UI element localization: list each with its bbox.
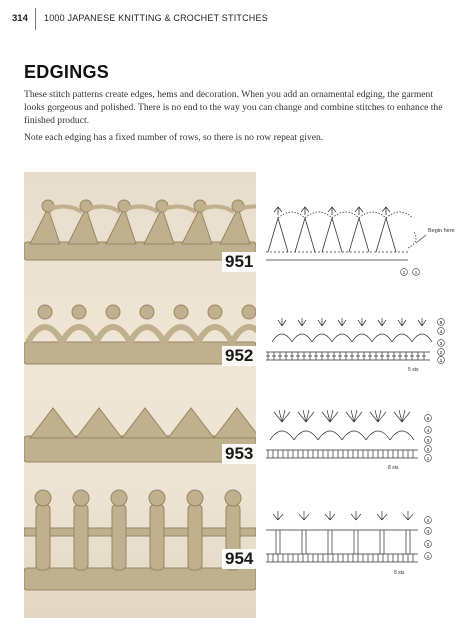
chart-951-fan	[349, 218, 369, 252]
chart-951-fan	[268, 218, 288, 252]
chart-954-cluster	[351, 511, 361, 520]
chart-951	[258, 198, 458, 280]
chart-952-cluster	[378, 318, 386, 326]
chart-953-row-4-label: 4	[426, 429, 430, 434]
chart-953-symbols	[266, 410, 418, 458]
section-note: Note each edging has a fixed number of rows, so there is no row repeat given.	[24, 132, 324, 143]
chart-954-post	[328, 530, 332, 554]
chart-954-post	[354, 530, 358, 554]
section-title: EDGINGS	[24, 62, 110, 82]
chart-953-arc	[390, 431, 414, 440]
chart-952-arc	[292, 334, 312, 342]
chart-953-arc	[270, 431, 294, 440]
page-header	[0, 0, 474, 34]
chart-954-row-2-label: 2	[426, 543, 430, 548]
chart-952-row-3-label: 3	[439, 342, 443, 347]
chart-953-fan	[394, 410, 410, 422]
chart-954-cluster	[273, 511, 283, 520]
chart-952-cluster	[358, 318, 366, 326]
chart-952-arc	[332, 334, 352, 342]
chart-952-cluster	[278, 318, 286, 326]
edging-number-952: 952	[222, 346, 256, 366]
chart-952-symbols	[266, 318, 432, 360]
chart-952-arc	[372, 334, 392, 342]
chart-953-fan	[370, 410, 386, 422]
chart-953-fan	[274, 410, 290, 422]
header-divider	[35, 8, 36, 30]
chart-954-symbols	[266, 511, 418, 562]
chart-953-arc	[318, 431, 342, 440]
chart-952-arc	[412, 334, 432, 342]
chart-951-chain-arc	[332, 212, 359, 218]
chart-954-row-markers	[425, 517, 432, 560]
chart-951-symbols	[266, 207, 416, 260]
chart-953-row-markers	[425, 415, 432, 462]
chart-954-cluster	[299, 511, 309, 520]
chart-951-fan	[322, 218, 342, 252]
chart-952	[258, 300, 458, 376]
chart-951-chain-arc	[305, 212, 332, 218]
chart-954-post	[276, 530, 280, 554]
chart-953-row-2-label: 2	[426, 448, 430, 453]
chart-953-row-5-label: 5	[426, 417, 430, 422]
book-title: 1000 JAPANESE KNITTING & CROCHET STITCHES	[44, 13, 268, 23]
chart-951-fan	[376, 218, 396, 252]
chart-953-row-1-label: 1	[426, 457, 430, 462]
edging-number-951: 951	[222, 252, 256, 272]
chart-951-picot	[301, 207, 309, 215]
chart-952-repeat-label: 5 sts	[408, 367, 419, 373]
chart-954-post	[380, 530, 384, 554]
swatch-951	[24, 200, 256, 260]
chart-953-fan	[346, 410, 362, 422]
chart-952-cluster	[398, 318, 406, 326]
chart-952-cluster	[318, 318, 326, 326]
chart-952-row-4-label: 4	[439, 330, 443, 335]
chart-951-picot	[355, 207, 363, 215]
chart-954-repeat-label: 8 sts	[394, 570, 405, 576]
chart-951-chain-arc	[278, 212, 305, 218]
chart-954-cluster	[403, 511, 413, 520]
chart-954	[258, 494, 458, 578]
chart-951-picot	[274, 207, 282, 215]
chart-954-row-1-label: 1	[426, 555, 430, 560]
chart-953-row-3-label: 3	[426, 439, 430, 444]
chart-954-cluster	[325, 511, 335, 520]
chart-954-row-4-label: 4	[426, 519, 430, 524]
chart-952-row-markers	[438, 319, 445, 364]
chart-952-row-5-label: 5	[439, 321, 443, 326]
chart-951-fan	[295, 218, 315, 252]
chart-954-cluster	[377, 511, 387, 520]
chart-954-post	[302, 530, 306, 554]
chart-953	[258, 392, 458, 472]
chart-953-arc	[342, 431, 366, 440]
chart-952-arc	[312, 334, 332, 342]
chart-953-repeat-label: 8 sts	[388, 465, 399, 471]
chart-952-arc	[272, 334, 292, 342]
chart-952-arc	[392, 334, 412, 342]
chart-951-begin-label: Begin here	[428, 228, 455, 234]
chart-953-fan	[322, 410, 338, 422]
chart-952-cluster	[298, 318, 306, 326]
page-number: 314	[12, 13, 28, 24]
chart-952-row-2-label: 2	[439, 351, 443, 356]
swatch-954	[24, 490, 256, 590]
edging-number-953: 953	[222, 444, 256, 464]
chart-953-fan	[298, 410, 314, 422]
chart-951-picot	[382, 207, 390, 215]
chart-952-cluster	[418, 318, 426, 326]
chart-952-cluster	[338, 318, 346, 326]
chart-953-arc	[294, 431, 318, 440]
chart-954-post	[406, 530, 410, 554]
chart-951-chain-arc	[386, 212, 413, 218]
chart-953-arc	[366, 431, 390, 440]
chart-951-begin-arrow	[416, 235, 426, 243]
chart-954-row-3-label: 3	[426, 530, 430, 535]
chart-951-row-1-label: 1	[414, 271, 418, 276]
chart-951-chain-arc	[359, 212, 386, 218]
section-intro: These stitch patterns create edges, hems and decoration. When you add an ornamental edging, the garment looks gorgeous and polished. There is no end to the way you can change and combine stitches to enhance the finished product.	[24, 89, 443, 126]
chart-951-picot	[328, 207, 336, 215]
chart-952-row-1-label: 1	[439, 359, 443, 364]
chart-951-row-2-label: 2	[402, 271, 406, 276]
chart-951-turn	[408, 232, 416, 248]
chart-952-arc	[352, 334, 372, 342]
edging-number-954: 954	[222, 549, 256, 569]
